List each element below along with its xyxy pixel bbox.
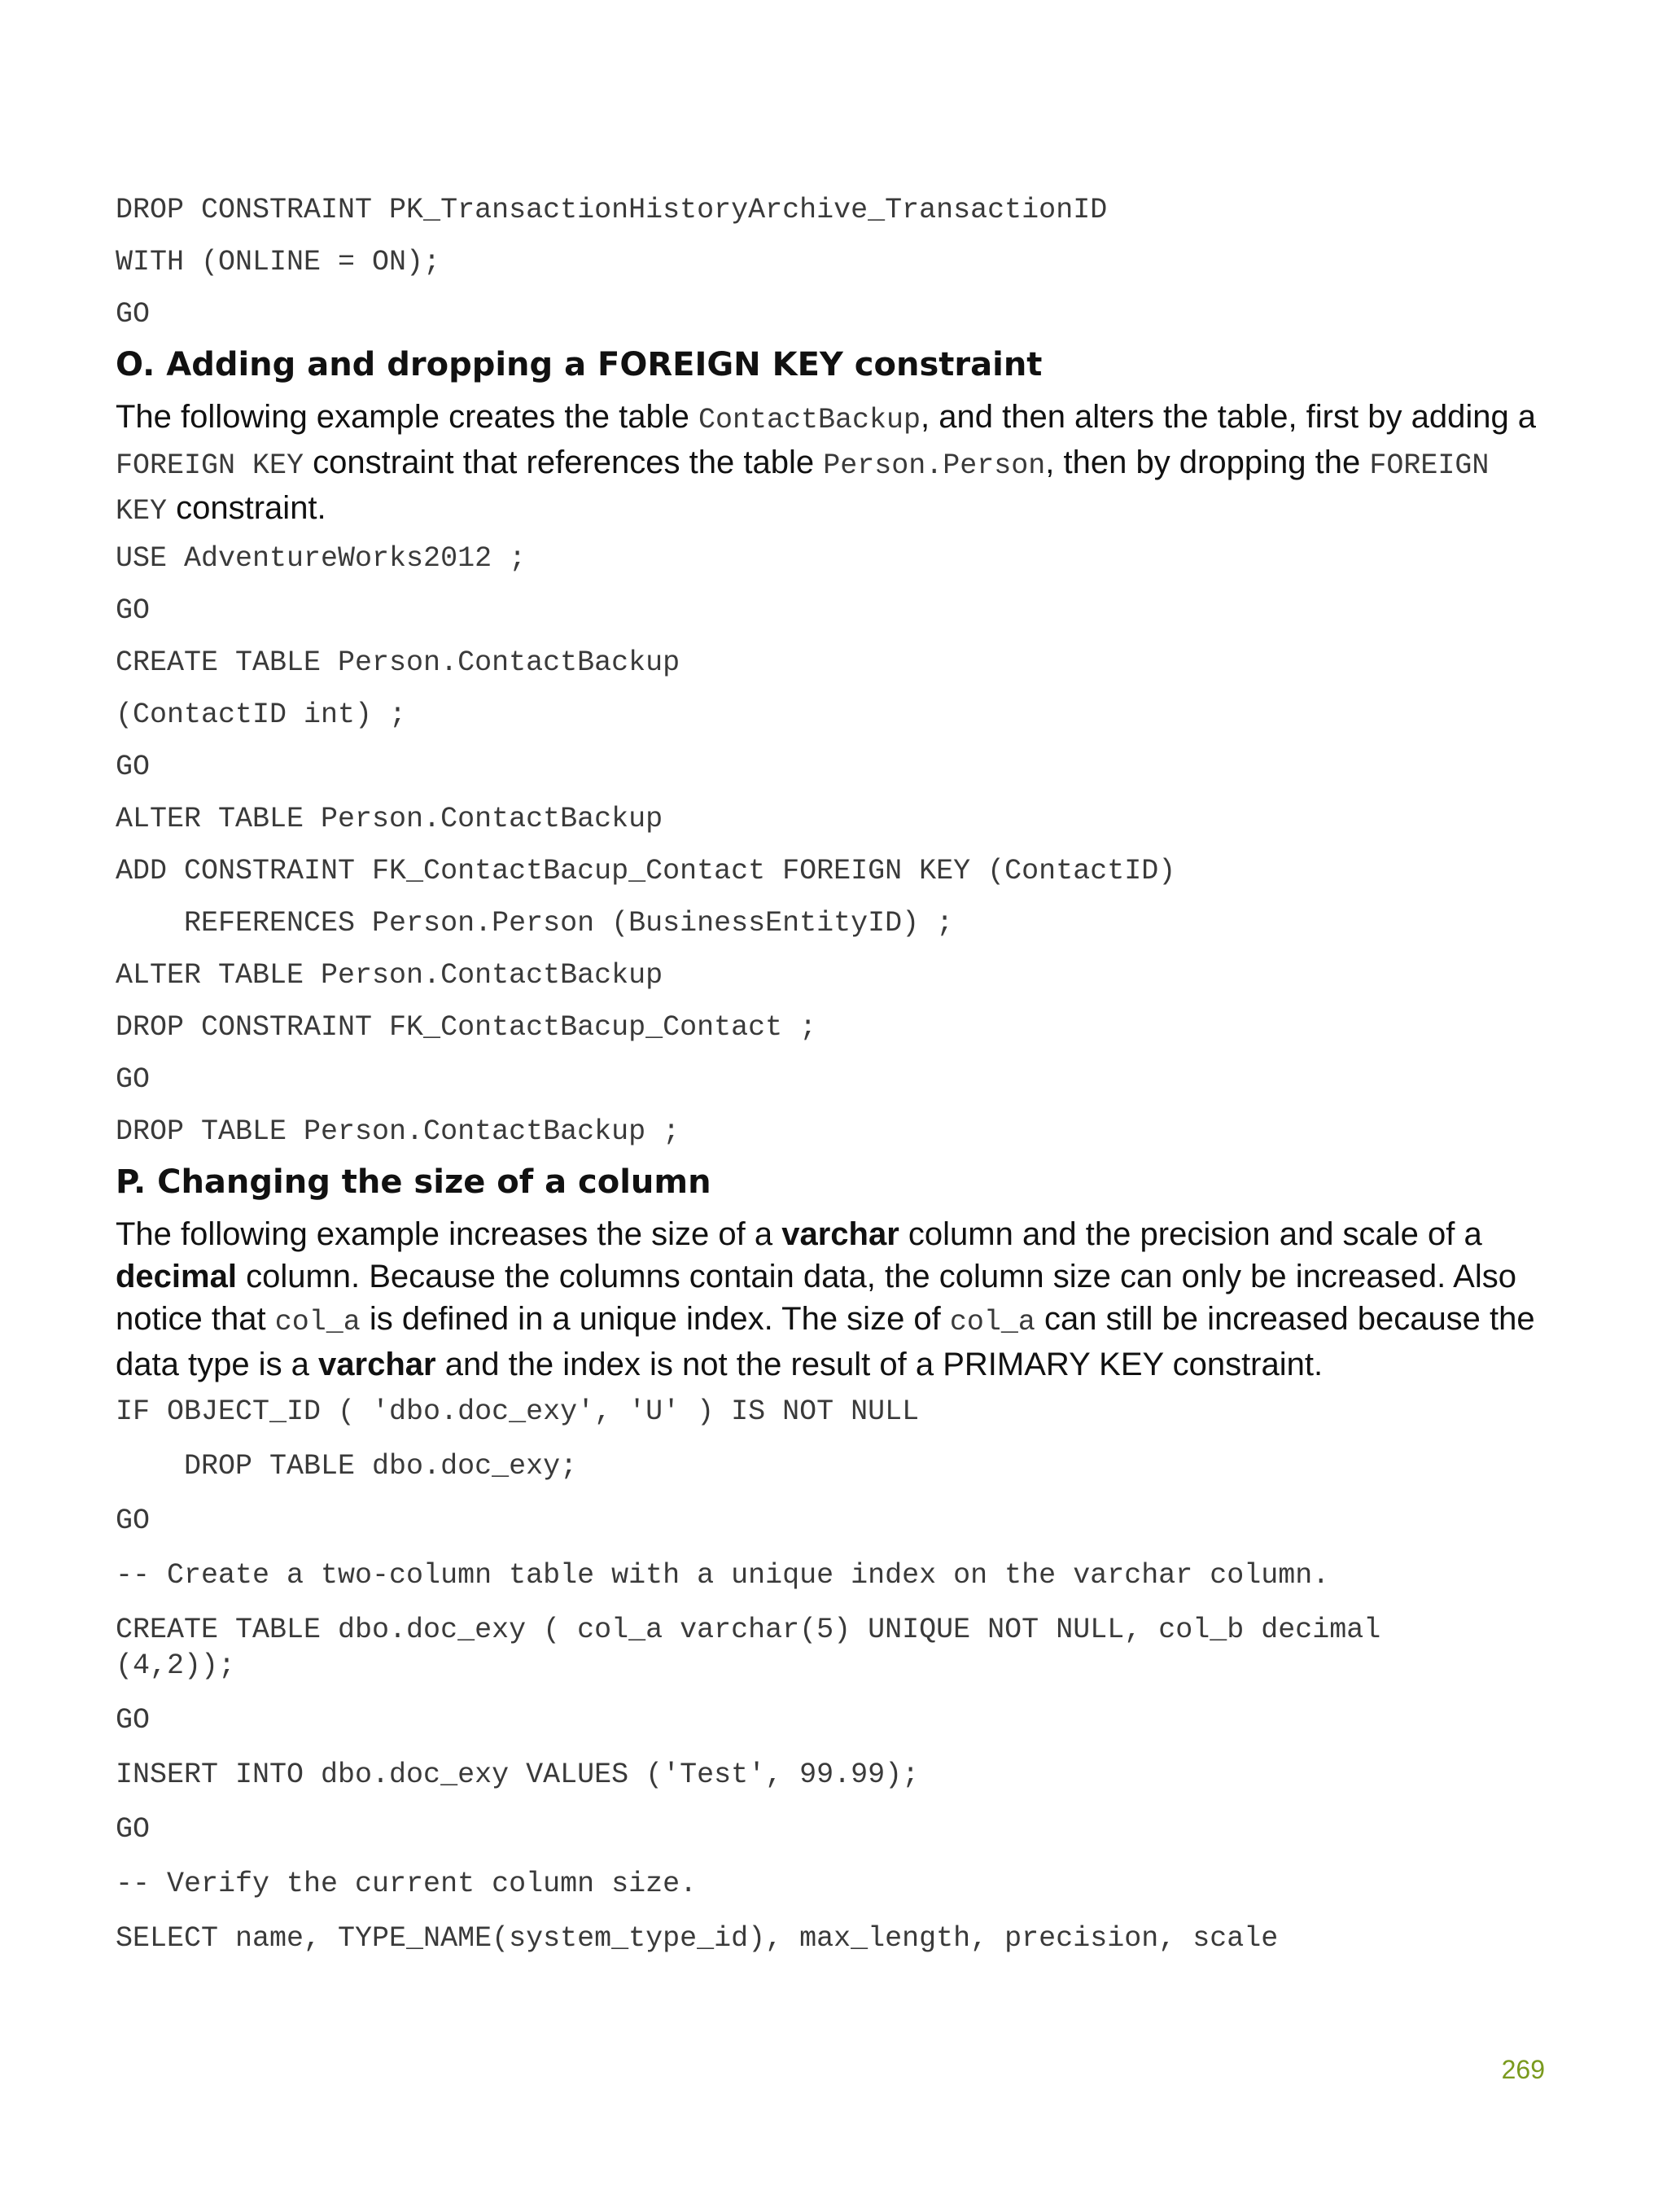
code-line: -- Create a two-column table with a unique index on the varchar column. bbox=[116, 1559, 1330, 1592]
page-number: 269 bbox=[1501, 2055, 1545, 2084]
section-p-code-block bbox=[116, 1394, 1548, 1956]
code-line: CREATE TABLE Person.ContactBackup bbox=[116, 646, 680, 679]
code-line: SELECT name, TYPE_NAME(system_type_id), max_length, precision, scale bbox=[116, 1922, 1279, 1955]
code-line: REFERENCES Person.Person (BusinessEntityID) ; bbox=[116, 907, 954, 940]
code-line: CREATE TABLE dbo.doc_exy ( col_a varchar(5) UNIQUE NOT NULL, col_b decimal (4,2)); bbox=[116, 1614, 1398, 1682]
section-p-paragraph: The following example increases the size of a varchar column and the precision and scale of a decimal column. Because the columns contain data, the column size can only be increased. Also notice that col_a is defined in a unique index. The size of col_a can still be increased because the data type is a varchar and the index is not the result of a PRIMARY KEY constraint. bbox=[116, 1216, 1535, 1382]
code-line: (ContactID int) ; bbox=[116, 699, 407, 731]
code-line: ADD CONSTRAINT FK_ContactBacup_Contact FOREIGN KEY (ContactID) bbox=[116, 855, 1176, 887]
code-line: GO bbox=[116, 1813, 151, 1846]
code-line: GO bbox=[116, 298, 151, 331]
document-page bbox=[116, 192, 1548, 1956]
code-line: GO bbox=[116, 1063, 151, 1096]
section-o-code-block bbox=[116, 541, 1548, 1150]
code-line: DROP CONSTRAINT FK_ContactBacup_Contact ; bbox=[116, 1011, 817, 1044]
code-line: -- Verify the current column size. bbox=[116, 1868, 698, 1900]
code-line: ALTER TABLE Person.ContactBackup bbox=[116, 803, 663, 835]
section-o-paragraph: The following example creates the table ContactBackup, and then alters the table, first by adding a FOREIGN KEY constraint that references the table Person.Person, then by dropping the FOREIGN KEY constraint. bbox=[116, 399, 1537, 528]
code-line: GO bbox=[116, 1704, 151, 1737]
section-o-heading: O. Adding and dropping a FOREIGN KEY constraint bbox=[116, 346, 1043, 383]
code-line: DROP TABLE dbo.doc_exy; bbox=[116, 1450, 578, 1483]
code-line: DROP TABLE Person.ContactBackup ; bbox=[116, 1115, 680, 1148]
code-line: INSERT INTO dbo.doc_exy VALUES ('Test', 99.99); bbox=[116, 1759, 920, 1791]
code-line: IF OBJECT_ID ( 'dbo.doc_exy', 'U' ) IS NOT NULL bbox=[116, 1395, 920, 1428]
code-line: WITH (ONLINE = ON); bbox=[116, 246, 441, 278]
code-line: GO bbox=[116, 751, 151, 783]
code-line: ALTER TABLE Person.ContactBackup bbox=[116, 959, 663, 992]
code-line: GO bbox=[116, 1505, 151, 1537]
code-line: USE AdventureWorks2012 ; bbox=[116, 542, 527, 575]
code-line: GO bbox=[116, 594, 151, 627]
code-line: DROP CONSTRAINT PK_TransactionHistoryArchive_TransactionID bbox=[116, 194, 1108, 226]
section-p-heading: P. Changing the size of a column bbox=[116, 1163, 711, 1201]
code-block-top bbox=[116, 192, 1548, 332]
